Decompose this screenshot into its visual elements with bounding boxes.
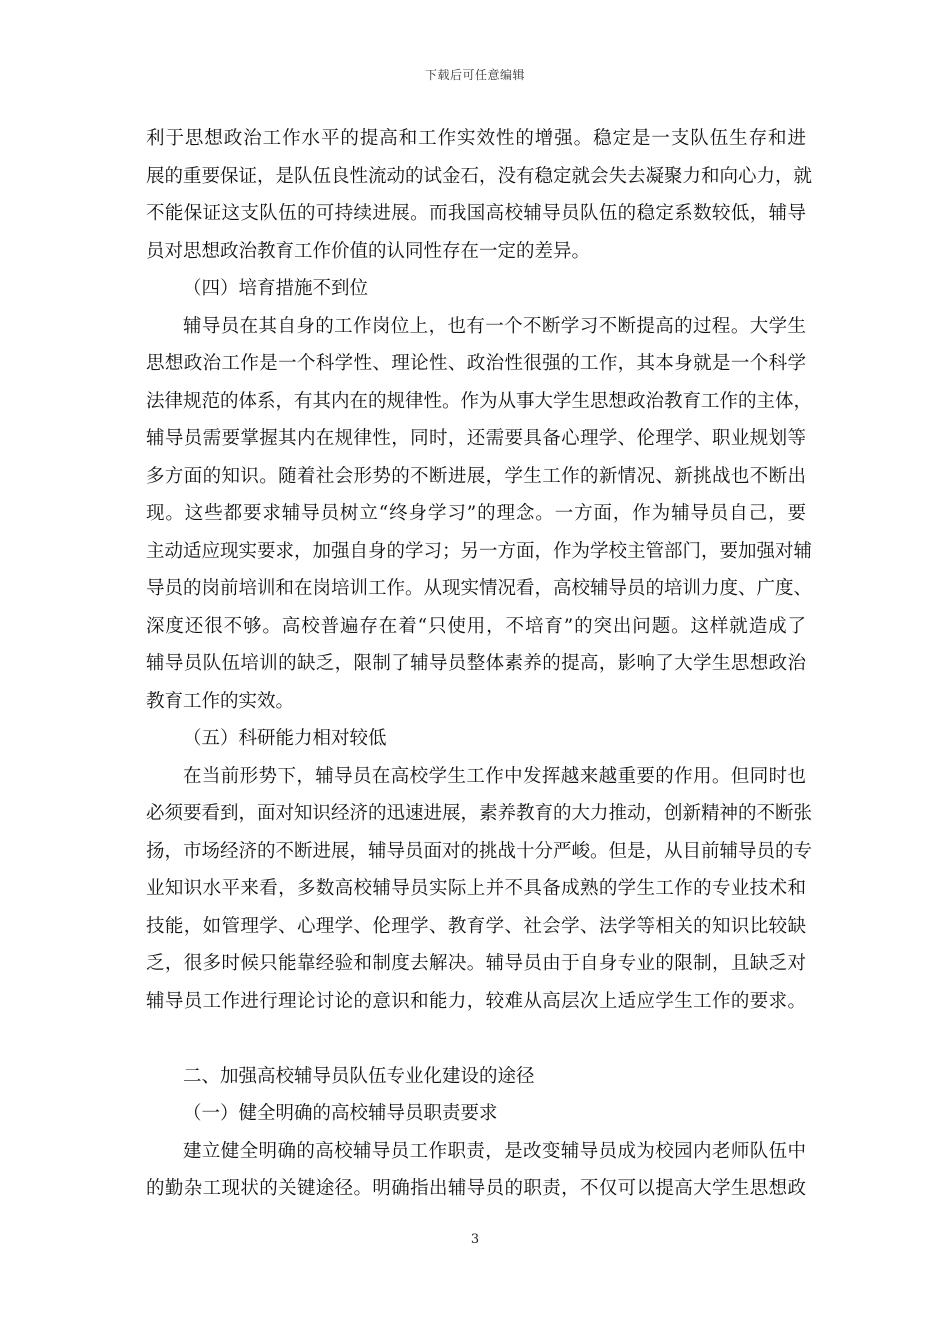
document-body: [146, 120, 813, 1208]
paragraph-line: 导员的岗前培训和在岗培训工作。从现实情况看，高校辅导员的培训力度、广度、: [146, 578, 813, 599]
paragraph-line: 不能保证这支队伍的可持续进展。而我国高校辅导员队伍的稳定系数较低，辅导: [146, 203, 806, 224]
paragraph-line: 建立健全明确的高校辅导员工作职责，是改变辅导员成为校园内老师队伍中: [183, 1140, 806, 1162]
paragraph-line: 法律规范的体系，有其内在的规律性。作为从事大学生思想政治教育工作的主体，: [146, 390, 813, 412]
paragraph-line: 在当前形势下，辅导员在高校学生工作中发挥越来越重要的作用。但同时也: [183, 765, 806, 787]
paragraph-line: 辅导员在其自身的工作岗位上，也有一个不断学习不断提高的过程。大学生: [183, 315, 806, 337]
section-heading: （五）科研能力相对较低: [183, 728, 387, 749]
chapter-heading: 二、加强高校辅导员队伍专业化建设的途径: [183, 1065, 535, 1087]
paragraph-line: 展的重要保证，是队伍良性流动的试金石，没有稳定就会失去凝聚力和向心力，就: [146, 165, 813, 187]
paragraph-line: 技能，如管理学、心理学、伦理学、教育学、社会学、法学等相关的知识比较缺: [146, 915, 806, 937]
header-note: 下载后可任意编辑: [424, 68, 525, 82]
paragraph-line: 员对思想政治教育工作价值的认同性存在一定的差异。: [146, 240, 591, 262]
paragraph-line: 业知识水平来看，多数高校辅导员实际上并不具备成熟的学生工作的专业技术和: [146, 878, 806, 899]
paragraph-line: 扬，市场经济的不断进展，辅导员面对的挑战十分严峻。但是，从目前辅导员的专: [146, 840, 813, 862]
blank-line: [146, 1020, 806, 1058]
paragraph-line: 的勤杂工现状的关键途径。明确指出辅导员的职责，不仅可以提高大学生思想政: [146, 1178, 806, 1199]
page-number: 3: [470, 1232, 480, 1247]
paragraph-line: 深度还很不够。高校普遍存在着“只使用，不培育”的突出问题。这样就造成了: [146, 615, 806, 637]
paragraph-line: 思想政治工作是一个科学性、理论性、政治性很强的工作，其本身就是一个科学: [146, 353, 806, 374]
paragraph-line: 利于思想政治工作水平的提高和工作实效性的增强。稳定是一支队伍生存和进: [146, 128, 806, 149]
paragraph-line: 辅导员队伍培训的缺乏，限制了辅导员整体素养的提高，影响了大学生思想政治: [146, 653, 806, 674]
paragraph-line: 辅导员需要掌握其内在规律性，同时，还需要具备心理学、伦理学、职业规划等: [146, 428, 806, 449]
paragraph-line: 主动适应现实要求，加强自身的学习；另一方面，作为学校主管部门，要加强对辅: [146, 540, 813, 562]
paragraph-line: 多方面的知识。随着社会形势的不断进展，学生工作的新情况、新挑战也不断出: [146, 465, 806, 487]
paragraph-line: 现。这些都要求辅导员树立“终身学习”的理念。一方面，作为辅导员自己，要: [146, 503, 806, 524]
section-heading: （四）培育措施不到位: [183, 278, 369, 299]
paragraph-line: 必须要看到，面对知识经济的迅速进展，素养教育的大力推动，创新精神的不断张: [146, 803, 813, 824]
paragraph-line: 教育工作的实效。: [146, 690, 295, 712]
section-heading: （一）健全明确的高校辅导员职责要求: [183, 1103, 498, 1124]
paragraph-line: 辅导员工作进行理论讨论的意识和能力，较难从高层次上适应学生工作的要求。: [146, 990, 806, 1012]
paragraph-line: 乏，很多时候只能靠经验和制度去解决。辅导员由于自身专业的限制，且缺乏对: [146, 953, 806, 974]
